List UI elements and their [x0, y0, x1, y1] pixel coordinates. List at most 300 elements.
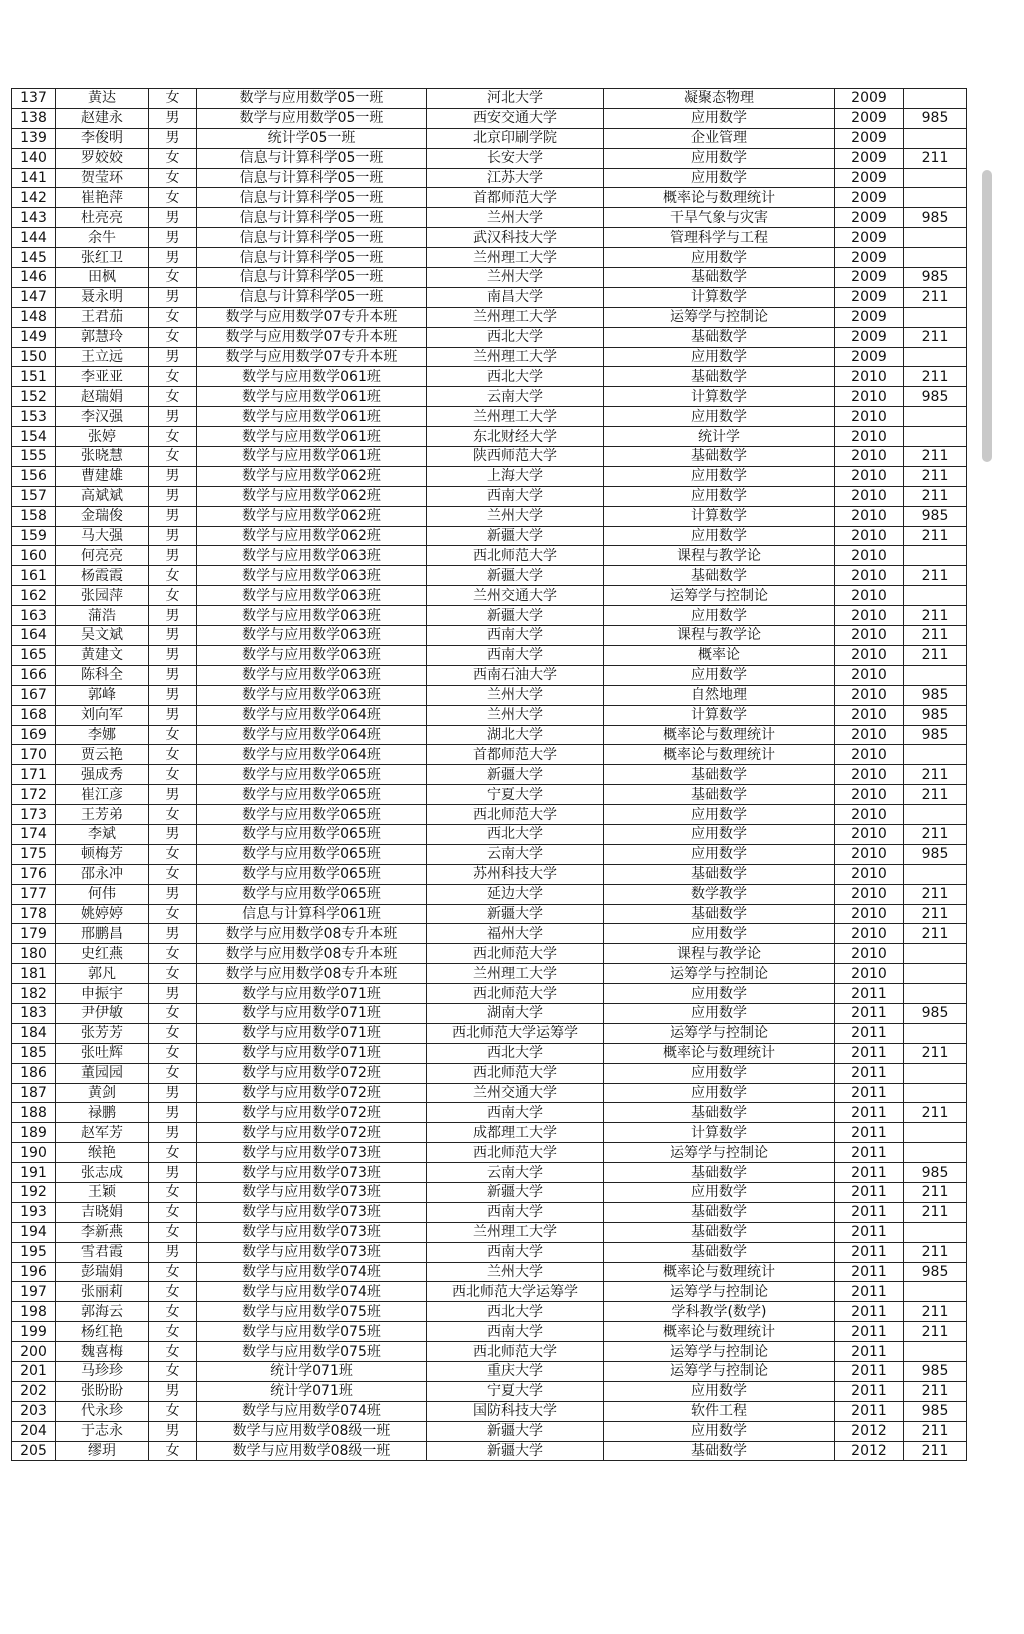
class-cell: 数学与应用数学071班: [197, 984, 427, 1004]
name-cell: 张芳芳: [56, 1023, 149, 1043]
table-row: [12, 1083, 967, 1103]
index-cell: 150: [12, 347, 56, 367]
year-cell: 2010: [835, 884, 904, 904]
name-cell: 顿梅芳: [56, 844, 149, 864]
index-cell: 143: [12, 208, 56, 228]
index-cell: 138: [12, 108, 56, 128]
name-cell: 崔艳萍: [56, 188, 149, 208]
university-cell: 兰州理工大学: [427, 964, 604, 984]
major-cell: 基础数学: [604, 785, 835, 805]
year-cell: 2011: [835, 1143, 904, 1163]
year-cell: 2012: [835, 1441, 904, 1461]
gender-cell: 女: [149, 1401, 197, 1421]
gender-cell: 女: [149, 586, 197, 606]
major-cell: 应用数学: [604, 1003, 835, 1023]
tier-cell: 211: [904, 645, 967, 665]
class-cell: 数学与应用数学061班: [197, 387, 427, 407]
index-cell: 161: [12, 566, 56, 586]
gender-cell: 男: [149, 665, 197, 685]
index-cell: 156: [12, 466, 56, 486]
major-cell: 应用数学: [604, 407, 835, 427]
gender-cell: 男: [149, 1083, 197, 1103]
index-cell: 139: [12, 128, 56, 148]
tier-cell: [904, 1063, 967, 1083]
index-cell: 149: [12, 327, 56, 347]
class-cell: 数学与应用数学073班: [197, 1143, 427, 1163]
index-cell: 199: [12, 1322, 56, 1342]
class-cell: 信息与计算科学05一班: [197, 248, 427, 268]
major-cell: 基础数学: [604, 1242, 835, 1262]
table-row: [12, 1163, 967, 1183]
name-cell: 王君茄: [56, 307, 149, 327]
tier-cell: 211: [904, 1322, 967, 1342]
year-cell: 2010: [835, 725, 904, 745]
gender-cell: 男: [149, 1421, 197, 1441]
class-cell: 数学与应用数学072班: [197, 1103, 427, 1123]
gender-cell: 女: [149, 1023, 197, 1043]
university-cell: 西北大学: [427, 1043, 604, 1063]
index-cell: 167: [12, 685, 56, 705]
gender-cell: 男: [149, 705, 197, 725]
tier-cell: [904, 228, 967, 248]
table-row: [12, 327, 967, 347]
name-cell: 金瑞俊: [56, 506, 149, 526]
gender-cell: 男: [149, 685, 197, 705]
table-row: [12, 765, 967, 785]
index-cell: 182: [12, 984, 56, 1004]
year-cell: 2010: [835, 944, 904, 964]
class-cell: 数学与应用数学064班: [197, 725, 427, 745]
major-cell: 应用数学: [604, 466, 835, 486]
year-cell: 2011: [835, 1103, 904, 1123]
major-cell: 应用数学: [604, 1182, 835, 1202]
year-cell: 2011: [835, 1381, 904, 1401]
university-cell: 西北大学: [427, 1302, 604, 1322]
class-cell: 数学与应用数学071班: [197, 1003, 427, 1023]
tier-cell: [904, 1342, 967, 1362]
major-cell: 计算数学: [604, 705, 835, 725]
index-cell: 168: [12, 705, 56, 725]
table-row: [12, 1322, 967, 1342]
class-cell: 数学与应用数学075班: [197, 1342, 427, 1362]
year-cell: 2011: [835, 1222, 904, 1242]
major-cell: 概率论: [604, 645, 835, 665]
index-cell: 205: [12, 1441, 56, 1461]
gender-cell: 女: [149, 307, 197, 327]
major-cell: 基础数学: [604, 1441, 835, 1461]
table-row: [12, 347, 967, 367]
major-cell: 应用数学: [604, 665, 835, 685]
university-cell: 长安大学: [427, 148, 604, 168]
class-cell: 数学与应用数学061班: [197, 407, 427, 427]
university-cell: 西北师范大学: [427, 805, 604, 825]
university-cell: 新疆大学: [427, 765, 604, 785]
table-row: [12, 864, 967, 884]
year-cell: 2010: [835, 645, 904, 665]
name-cell: 贾云艳: [56, 745, 149, 765]
major-cell: 运筹学与控制论: [604, 307, 835, 327]
gender-cell: 女: [149, 327, 197, 347]
table-row: [12, 506, 967, 526]
name-cell: 蒲浩: [56, 606, 149, 626]
table-row: [12, 1401, 967, 1421]
table-row: [12, 844, 967, 864]
tier-cell: 211: [904, 466, 967, 486]
year-cell: 2010: [835, 904, 904, 924]
year-cell: 2010: [835, 407, 904, 427]
index-cell: 152: [12, 387, 56, 407]
table-row: [12, 1123, 967, 1143]
table-row: [12, 1023, 967, 1043]
index-cell: 175: [12, 844, 56, 864]
major-cell: 概率论与数理统计: [604, 188, 835, 208]
table-row: [12, 168, 967, 188]
index-cell: 181: [12, 964, 56, 984]
gender-cell: 女: [149, 1362, 197, 1382]
tier-cell: [904, 1023, 967, 1043]
major-cell: 企业管理: [604, 128, 835, 148]
gender-cell: 男: [149, 824, 197, 844]
index-cell: 164: [12, 626, 56, 646]
index-cell: 176: [12, 864, 56, 884]
university-cell: 兰州大学: [427, 506, 604, 526]
year-cell: 2010: [835, 844, 904, 864]
major-cell: 运筹学与控制论: [604, 1362, 835, 1382]
index-cell: 178: [12, 904, 56, 924]
table-row: [12, 287, 967, 307]
index-cell: 200: [12, 1342, 56, 1362]
university-cell: 福州大学: [427, 924, 604, 944]
major-cell: 应用数学: [604, 805, 835, 825]
name-cell: 尹伊敏: [56, 1003, 149, 1023]
index-cell: 180: [12, 944, 56, 964]
table-row: [12, 1063, 967, 1083]
university-cell: 河北大学: [427, 89, 604, 109]
class-cell: 数学与应用数学063班: [197, 586, 427, 606]
table-row: [12, 606, 967, 626]
table-row: [12, 944, 967, 964]
tier-cell: [904, 168, 967, 188]
major-cell: 学科教学(数学): [604, 1302, 835, 1322]
class-cell: 数学与应用数学08专升本班: [197, 944, 427, 964]
table-row: [12, 1342, 967, 1362]
university-cell: 江苏大学: [427, 168, 604, 188]
class-cell: 数学与应用数学08专升本班: [197, 964, 427, 984]
year-cell: 2010: [835, 367, 904, 387]
index-cell: 192: [12, 1182, 56, 1202]
gender-cell: 女: [149, 427, 197, 447]
gender-cell: 男: [149, 1242, 197, 1262]
university-cell: 西安交通大学: [427, 108, 604, 128]
gender-cell: 男: [149, 1103, 197, 1123]
university-cell: 西南大学: [427, 1242, 604, 1262]
class-cell: 信息与计算科学05一班: [197, 228, 427, 248]
index-cell: 177: [12, 884, 56, 904]
name-cell: 赵军芳: [56, 1123, 149, 1143]
university-cell: 西北师范大学: [427, 1143, 604, 1163]
university-cell: 首都师范大学: [427, 188, 604, 208]
university-cell: 宁夏大学: [427, 785, 604, 805]
tier-cell: 211: [904, 1242, 967, 1262]
name-cell: 王颖: [56, 1182, 149, 1202]
tier-cell: 211: [904, 1302, 967, 1322]
tier-cell: [904, 665, 967, 685]
table-row: [12, 805, 967, 825]
class-cell: 数学与应用数学062班: [197, 506, 427, 526]
gender-cell: 男: [149, 486, 197, 506]
major-cell: 应用数学: [604, 1381, 835, 1401]
tier-cell: 211: [904, 1103, 967, 1123]
class-cell: 数学与应用数学064班: [197, 745, 427, 765]
class-cell: 数学与应用数学061班: [197, 427, 427, 447]
major-cell: 基础数学: [604, 367, 835, 387]
index-cell: 153: [12, 407, 56, 427]
vertical-scrollbar[interactable]: [982, 170, 992, 462]
year-cell: 2012: [835, 1421, 904, 1441]
gender-cell: 女: [149, 188, 197, 208]
table-row: [12, 725, 967, 745]
class-cell: 数学与应用数学065班: [197, 785, 427, 805]
table-row: [12, 128, 967, 148]
name-cell: 李亚亚: [56, 367, 149, 387]
name-cell: 张志成: [56, 1163, 149, 1183]
name-cell: 马珍珍: [56, 1362, 149, 1382]
university-cell: 南昌大学: [427, 287, 604, 307]
gender-cell: 女: [149, 1143, 197, 1163]
name-cell: 聂永明: [56, 287, 149, 307]
tier-cell: [904, 1282, 967, 1302]
year-cell: 2010: [835, 805, 904, 825]
tier-cell: [904, 307, 967, 327]
index-cell: 193: [12, 1202, 56, 1222]
major-cell: 应用数学: [604, 168, 835, 188]
major-cell: 运筹学与控制论: [604, 586, 835, 606]
year-cell: 2010: [835, 466, 904, 486]
university-cell: 新疆大学: [427, 904, 604, 924]
name-cell: 魏喜梅: [56, 1342, 149, 1362]
major-cell: 基础数学: [604, 327, 835, 347]
year-cell: 2010: [835, 745, 904, 765]
year-cell: 2010: [835, 864, 904, 884]
year-cell: 2009: [835, 248, 904, 268]
tier-cell: 211: [904, 526, 967, 546]
class-cell: 数学与应用数学073班: [197, 1202, 427, 1222]
table-row: [12, 745, 967, 765]
class-cell: 数学与应用数学05一班: [197, 89, 427, 109]
major-cell: 基础数学: [604, 268, 835, 288]
name-cell: 崔江彦: [56, 785, 149, 805]
year-cell: 2010: [835, 765, 904, 785]
tier-cell: 211: [904, 1202, 967, 1222]
major-cell: 基础数学: [604, 1222, 835, 1242]
index-cell: 173: [12, 805, 56, 825]
tier-cell: 985: [904, 108, 967, 128]
class-cell: 数学与应用数学072班: [197, 1083, 427, 1103]
major-cell: 应用数学: [604, 984, 835, 1004]
year-cell: 2010: [835, 685, 904, 705]
name-cell: 代永珍: [56, 1401, 149, 1421]
index-cell: 194: [12, 1222, 56, 1242]
university-cell: 兰州理工大学: [427, 307, 604, 327]
university-cell: 西北大学: [427, 367, 604, 387]
year-cell: 2009: [835, 168, 904, 188]
class-cell: 数学与应用数学065班: [197, 844, 427, 864]
gender-cell: 男: [149, 1123, 197, 1143]
major-cell: 基础数学: [604, 904, 835, 924]
year-cell: 2010: [835, 626, 904, 646]
gender-cell: 女: [149, 1222, 197, 1242]
gender-cell: 男: [149, 208, 197, 228]
tier-cell: 211: [904, 1182, 967, 1202]
university-cell: 东北财经大学: [427, 427, 604, 447]
name-cell: 何伟: [56, 884, 149, 904]
index-cell: 185: [12, 1043, 56, 1063]
index-cell: 196: [12, 1262, 56, 1282]
table-row: [12, 407, 967, 427]
major-cell: 管理科学与工程: [604, 228, 835, 248]
major-cell: 基础数学: [604, 1202, 835, 1222]
name-cell: 史红燕: [56, 944, 149, 964]
year-cell: 2011: [835, 1043, 904, 1063]
gender-cell: 女: [149, 1441, 197, 1461]
tier-cell: 211: [904, 1381, 967, 1401]
class-cell: 数学与应用数学065班: [197, 765, 427, 785]
gender-cell: 男: [149, 546, 197, 566]
major-cell: 运筹学与控制论: [604, 1143, 835, 1163]
university-cell: 兰州交通大学: [427, 1083, 604, 1103]
tier-cell: [904, 864, 967, 884]
name-cell: 董园园: [56, 1063, 149, 1083]
university-cell: 首都师范大学: [427, 745, 604, 765]
tier-cell: 211: [904, 884, 967, 904]
tier-cell: 211: [904, 924, 967, 944]
gender-cell: 男: [149, 785, 197, 805]
name-cell: 郭峰: [56, 685, 149, 705]
year-cell: 2009: [835, 89, 904, 109]
gender-cell: 男: [149, 248, 197, 268]
tier-cell: 985: [904, 844, 967, 864]
name-cell: 赵建永: [56, 108, 149, 128]
index-cell: 137: [12, 89, 56, 109]
tier-cell: 211: [904, 566, 967, 586]
university-cell: 苏州科技大学: [427, 864, 604, 884]
index-cell: 170: [12, 745, 56, 765]
gender-cell: 男: [149, 1163, 197, 1183]
class-cell: 数学与应用数学07专升本班: [197, 307, 427, 327]
name-cell: 杨红艳: [56, 1322, 149, 1342]
tier-cell: 985: [904, 1262, 967, 1282]
index-cell: 141: [12, 168, 56, 188]
gender-cell: 男: [149, 506, 197, 526]
tier-cell: [904, 745, 967, 765]
gender-cell: 女: [149, 1043, 197, 1063]
university-cell: 新疆大学: [427, 566, 604, 586]
name-cell: 吉晓娟: [56, 1202, 149, 1222]
class-cell: 信息与计算科学05一班: [197, 168, 427, 188]
name-cell: 曹建雄: [56, 466, 149, 486]
index-cell: 144: [12, 228, 56, 248]
university-cell: 西北师范大学: [427, 984, 604, 1004]
table-row: [12, 367, 967, 387]
tier-cell: 211: [904, 447, 967, 467]
year-cell: 2009: [835, 268, 904, 288]
major-cell: 计算数学: [604, 287, 835, 307]
index-cell: 165: [12, 645, 56, 665]
university-cell: 兰州大学: [427, 268, 604, 288]
class-cell: 数学与应用数学075班: [197, 1322, 427, 1342]
tier-cell: [904, 1222, 967, 1242]
year-cell: 2010: [835, 824, 904, 844]
year-cell: 2011: [835, 1242, 904, 1262]
table-row: [12, 665, 967, 685]
major-cell: 概率论与数理统计: [604, 1262, 835, 1282]
gender-cell: 女: [149, 805, 197, 825]
gender-cell: 女: [149, 1302, 197, 1322]
index-cell: 198: [12, 1302, 56, 1322]
name-cell: 张园萍: [56, 586, 149, 606]
year-cell: 2009: [835, 228, 904, 248]
year-cell: 2009: [835, 287, 904, 307]
gender-cell: 女: [149, 904, 197, 924]
name-cell: 邢鹏昌: [56, 924, 149, 944]
table-row: [12, 904, 967, 924]
major-cell: 运筹学与控制论: [604, 964, 835, 984]
tier-cell: 211: [904, 287, 967, 307]
year-cell: 2009: [835, 347, 904, 367]
name-cell: 李汉强: [56, 407, 149, 427]
table-row: [12, 248, 967, 268]
university-cell: 武汉科技大学: [427, 228, 604, 248]
major-cell: 基础数学: [604, 765, 835, 785]
university-cell: 成都理工大学: [427, 1123, 604, 1143]
index-cell: 179: [12, 924, 56, 944]
major-cell: 计算数学: [604, 1123, 835, 1143]
table-row: [12, 1302, 967, 1322]
university-cell: 新疆大学: [427, 1421, 604, 1441]
tier-cell: [904, 407, 967, 427]
university-cell: 西南大学: [427, 1322, 604, 1342]
class-cell: 数学与应用数学071班: [197, 1023, 427, 1043]
major-cell: 应用数学: [604, 248, 835, 268]
year-cell: 2009: [835, 208, 904, 228]
university-cell: 新疆大学: [427, 606, 604, 626]
year-cell: 2009: [835, 188, 904, 208]
tier-cell: [904, 964, 967, 984]
university-cell: 西南大学: [427, 1202, 604, 1222]
university-cell: 西北师范大学: [427, 1342, 604, 1362]
index-cell: 140: [12, 148, 56, 168]
name-cell: 缑艳: [56, 1143, 149, 1163]
year-cell: 2010: [835, 705, 904, 725]
tier-cell: [904, 248, 967, 268]
index-cell: 187: [12, 1083, 56, 1103]
university-cell: 云南大学: [427, 1163, 604, 1183]
gender-cell: 女: [149, 964, 197, 984]
university-cell: 湖南大学: [427, 1003, 604, 1023]
major-cell: 应用数学: [604, 108, 835, 128]
class-cell: 数学与应用数学061班: [197, 367, 427, 387]
table-row: [12, 566, 967, 586]
index-cell: 159: [12, 526, 56, 546]
gender-cell: 女: [149, 1182, 197, 1202]
table-row: [12, 1182, 967, 1202]
class-cell: 数学与应用数学063班: [197, 546, 427, 566]
name-cell: 赵瑞娟: [56, 387, 149, 407]
university-cell: 上海大学: [427, 466, 604, 486]
year-cell: 2011: [835, 1023, 904, 1043]
index-cell: 166: [12, 665, 56, 685]
name-cell: 王立远: [56, 347, 149, 367]
